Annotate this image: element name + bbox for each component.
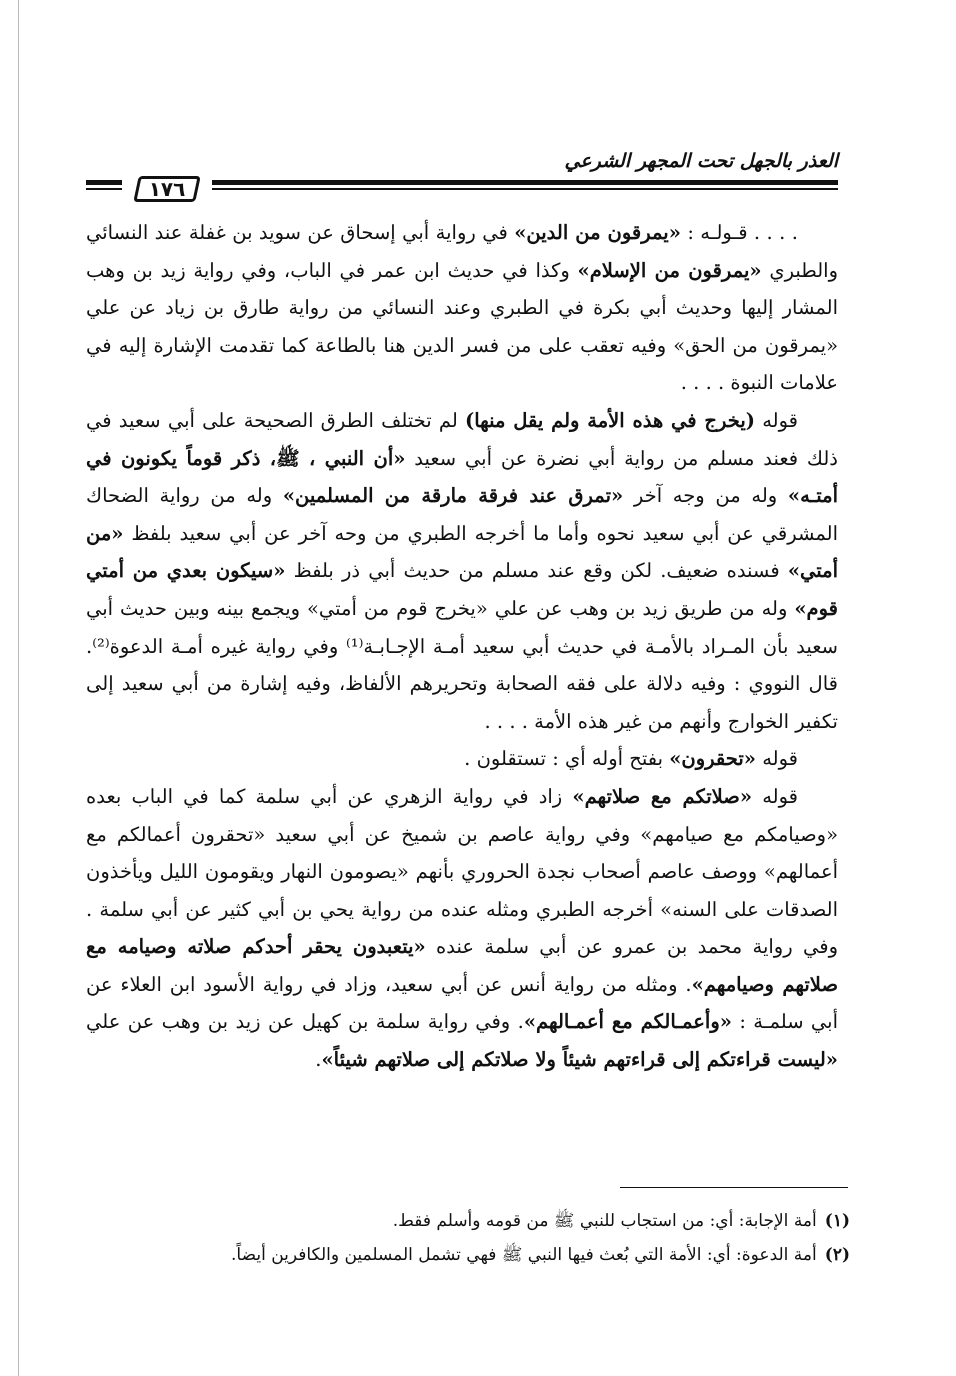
quoted-phrase: «من أمتي» [86,521,839,583]
text-run: في رواية أبي إسحاق عن سويد بن غفلة عند النسائي والطبري [86,221,838,282]
text-run: بفتح أوله أي : تستقلون . [464,747,670,771]
footnote-marker: (٢) [824,1245,850,1265]
text-run: وله من وجه آخر [623,484,788,508]
main-text [86,214,838,1079]
text-run: قوله [756,747,798,771]
footnote [150,1204,850,1238]
paragraph [86,778,838,1079]
text-run: قوله [752,784,798,808]
quoted-phrase: «صلاتكم مع صلاتهم» [572,784,753,808]
page-number: ١٧٦ [148,177,186,201]
quoted-phrase: «أن النبي ، ﷺ، ذكر قوماً يكونون في أمتـه» [86,446,838,508]
footnote-text: أمة الإجابة: أي: من استجاب للنبي ﷺ من قومه وأسلم فقط. [392,1211,817,1231]
text-run: وله من طريق زيد بن وهب عن علي «يخرج قوم من أمتي» ويجمع بينه وبين حديث أبي سعيد بأن المـراد بالأمـة في حديث أبي سعيد أمـة الإجـابـة⁽¹⁾ وفي رواية غيره أمـة الدعوة⁽²⁾. قال النووي : وفيه دلالة على فقه الصحابة وتحريرهم الألفاظ، وفيه إشارة من أبي سعيد إلى تكفير الخوارج وأنهم من غير هذه الأمة . . . . [86,596,838,733]
text-run: . وفي رواية سلمة بن كهيل عن زيد بن وهب عن علي [86,1010,524,1034]
paragraph [86,214,838,402]
quoted-phrase: «تحقرون» [669,747,756,771]
quoted-phrase: «ليست قراءتكم إلى قراءتهم شيئاً ولا صلاتكم إلى صلاتهم شيئاً» [321,1048,838,1072]
running-title: العذر بالجهل تحت المجهر الشرعي [564,150,838,172]
page-header [86,150,838,210]
text-run: زاد في رواية الزهري عن أبي سلمة كما في الباب بعده «وصيامكم مع صيامهم» وفي رواية عاصم بن شميخ عن أبي سعيد «تحقرون أعمالكم مع أعمالهم» ووصف عاصم أصحاب نجدة الحروري بأنهم «يصومون النهار ويقومون الليل ويأخذون الصدقات على السنه» أخرجه الطبري ومثله عنده من رواية يحي بن أبي كثير عن أبي سلمة . وفي رواية محمد بن عمرو عن أبي سلمة عنده [86,784,838,959]
quoted-phrase: «تمرق عند فرقة مارقة من المسلمين» [282,484,624,508]
quoted-phrase: «وأعمـالكم مع أعمـالهم» [523,1010,732,1034]
paragraph [86,402,838,740]
quoted-phrase: «يمرقون من الدين» [514,221,681,244]
text-run: . [315,1048,322,1072]
page-number-badge [122,172,212,206]
text-run: . ومثله من رواية أنس عن أبي سعيد، وزاد في رواية الأسود ابن العلاء عن أبي سلمـة : [86,972,839,1034]
text-run: لم تختلف الطرق الصحيحة على أبي سعيد في ذلك فعند مسلم من رواية أبي نضرة عن أبي سعيد [86,408,838,470]
text-run: وله من رواية الضحاك المشرقي عن أبي سعيد نحوه وأما ما أخرجه الطبري من وحه آخر عن أبي سعيد بلفظ [86,484,838,545]
footnote [150,1238,850,1272]
text-run: . . . . قـولـه : [680,221,798,244]
text-run: قوله [754,408,798,432]
text-run: فسنده ضعيف. لكن وقع عند مسلم من حديث أبي ذر بلفظ [285,559,788,583]
quoted-phrase: «يتعبدون يحقر أحدكم صلاته وصيامه مع صلاتهم وصيامهم» [86,935,838,996]
page-binding-line [18,0,19,1376]
paragraph [86,740,838,778]
quoted-phrase: (يخرج في هذه الأمة ولم يقل منها) [465,408,755,432]
footnote-text: أمة الدعوة: أي: الأمة التي بُعث فيها النبي ﷺ فهي تشمل المسلمين والكافرين أيضاً. [231,1245,817,1265]
footnotes [150,1204,850,1272]
footnote-separator [620,1187,848,1188]
quoted-phrase: «يمرقون من الإسلام» [577,258,762,282]
quoted-phrase: «سيكون بعدي من أمتي قوم» [86,559,838,620]
footnote-marker: (١) [824,1211,850,1231]
text-run: وكذا في حديث ابن عمر في الباب، وفي رواية زيد بن وهب المشار إليها وحديث أبي بكرة في الطبري وعند النسائي من رواية طارق بن زياد عن علي «يمرقون من الحق» وفيه تعقب على من فسر الدين هنا بالطاعة كما تقدمت الإشارة إليه في علامات النبوة . . . . [86,258,838,395]
